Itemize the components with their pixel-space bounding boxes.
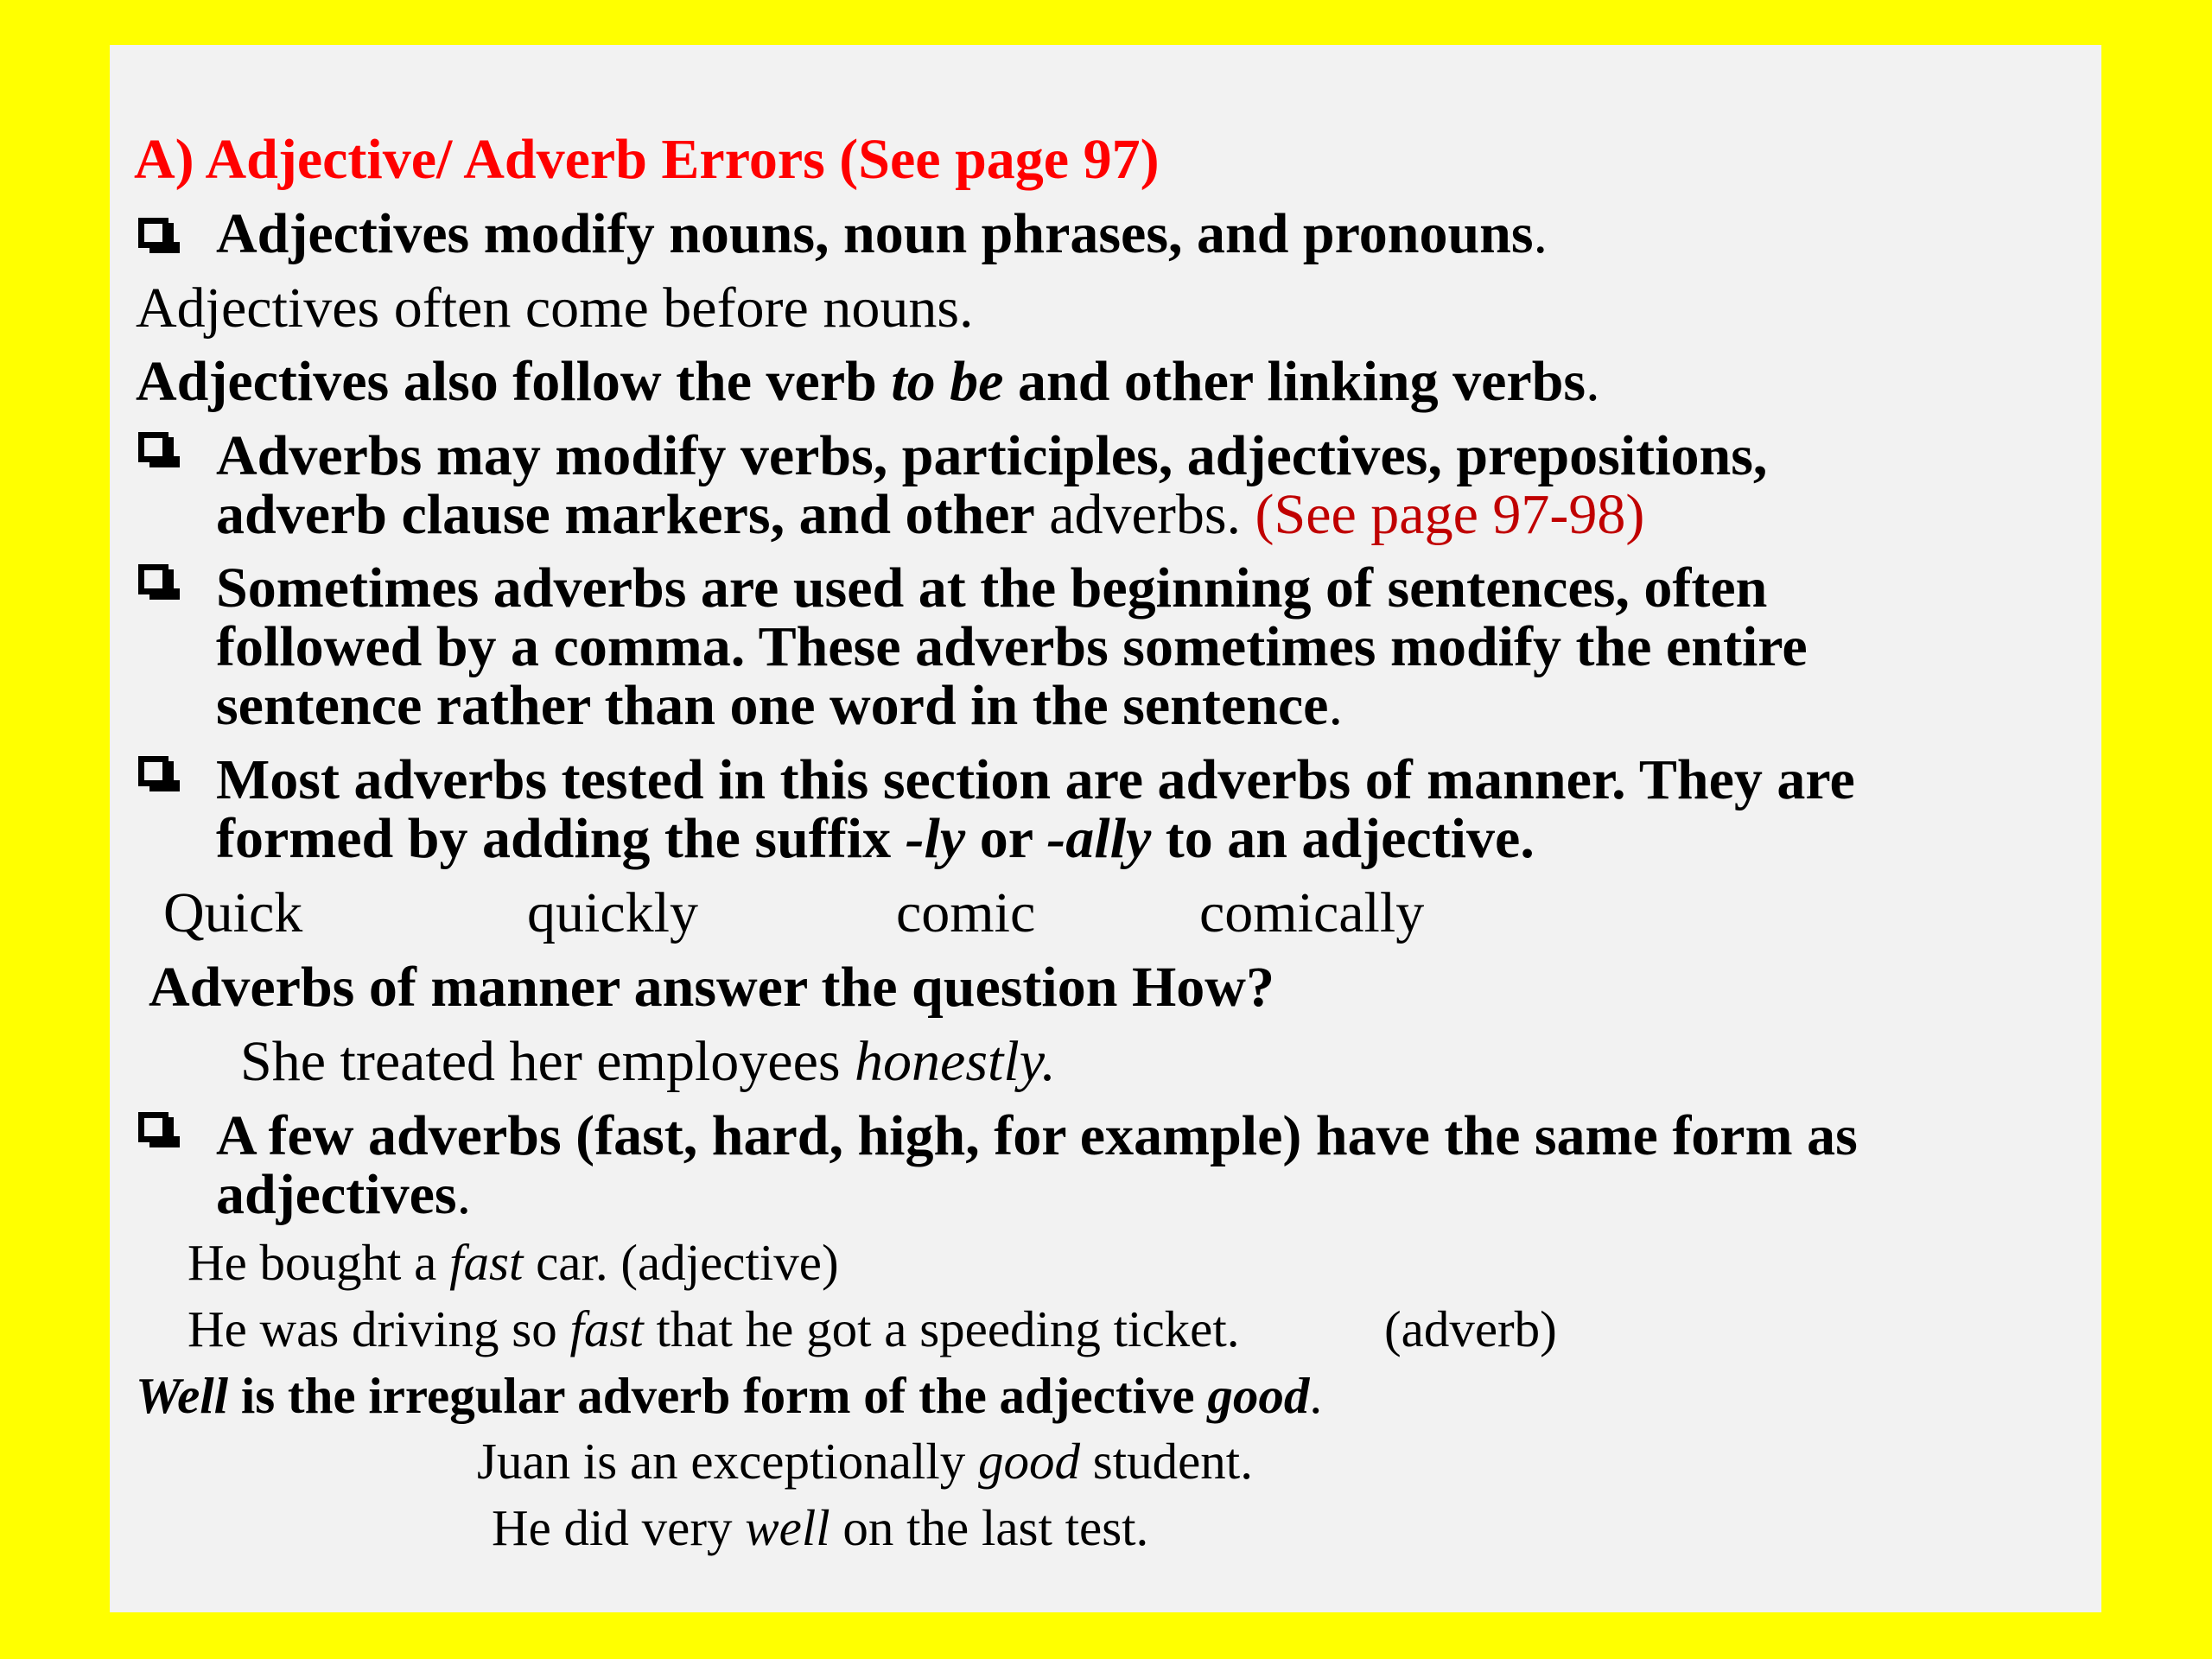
bullet-sometimes-line2: followed by a comma. These adverbs sometimes modify the entire [216,615,1808,678]
text-part: She treated her employees [240,1030,855,1093]
example-word-quick: Quick [163,881,303,944]
bullet-adverbs-modify-line1: Adverbs may modify verbs, participles, adjectives, prepositions, [216,424,1768,487]
paragraph-adverbs-of-manner: Adverbs of manner answer the question How? [149,956,1274,1019]
example-honestly [240,1030,1056,1093]
suffix-ally: -ally [1046,807,1152,870]
punctuation: . [1309,1367,1323,1424]
text-emphasis: well [745,1499,830,1556]
punctuation: . [1586,350,1600,413]
text-part: on the last test. [830,1499,1149,1556]
text-part: He was driving so [188,1300,570,1357]
text-part: and other linking verbs [1003,350,1586,413]
bullet-few-adverbs-line2 [216,1163,472,1226]
punctuation: . [1328,674,1343,737]
text-part: Juan is an exceptionally [477,1433,979,1490]
text-part: is the irregular adverb form of the adjective [228,1367,1208,1424]
bullet-few-adverbs-line1: A few adverbs (fast, hard, high, for example) have the same form as [216,1104,1858,1167]
page-reference: (See page 97-98) [1255,483,1645,546]
text-part: car. (adjective) [523,1234,839,1291]
punctuation: . [456,1163,472,1226]
checkbox-bullet-icon [138,432,168,462]
text-part: student. [1080,1433,1253,1490]
slide-heading: A) Adjective/ Adverb Errors (See page 97) [134,128,1160,191]
example-fast-adjective [188,1234,839,1291]
bullet-sometimes-line3 [216,674,1343,737]
checkbox-bullet-icon [138,756,168,786]
text-emphasis: honestly. [855,1030,1056,1093]
text-part: to an adjective. [1151,807,1535,870]
text-emphasis: fast [569,1300,644,1357]
checkbox-bullet-icon [138,218,168,248]
text-emphasis: Well [136,1367,229,1424]
text-part: formed by adding the suffix [216,807,906,870]
example-word-comic: comic [896,881,1036,944]
text-part: adverb clause markers, and other [216,483,1035,546]
text-emphasis: to be [891,350,1004,413]
paragraph-linking-verbs [136,350,1600,413]
text-part: adjectives [216,1163,457,1226]
bullet-most-adverbs-line2 [216,807,1535,870]
text-part: or [965,807,1047,870]
text-part: adverbs. [1034,483,1255,546]
text-part: He did very [492,1499,746,1556]
suffix-ly: -ly [905,807,966,870]
bullet-adverbs-modify-line2 [216,483,1645,546]
example-well-test [492,1499,1149,1556]
text-emphasis: good [978,1433,1081,1490]
bullet-adjectives-modify [216,202,1548,265]
example-word-quickly: quickly [527,881,698,944]
example-adverb-label: (adverb) [1384,1300,1557,1357]
bullet-sometimes-line1: Sometimes adverbs are used at the beginning of sentences, often [216,556,1768,620]
text-emphasis: good [1207,1367,1310,1424]
paragraph-well-good [136,1367,1323,1424]
bullet-text: Adjectives modify nouns, noun phrases, and pronouns [216,202,1534,265]
checkbox-bullet-icon [138,564,168,594]
text-emphasis: fast [449,1234,524,1291]
checkbox-bullet-icon [138,1112,168,1142]
example-fast-adverb [188,1300,1240,1357]
example-word-comically: comically [1199,881,1425,944]
paragraph-adjectives-before-nouns: Adjectives often come before nouns. [136,276,974,340]
text-part: Adjectives also follow the verb [136,350,892,413]
bullet-most-adverbs-line1: Most adverbs tested in this section are adverbs of manner. They are [216,748,1855,811]
text-part: He bought a [188,1234,450,1291]
punctuation: . [1533,202,1548,265]
example-good-student [477,1433,1253,1490]
text-part: sentence rather than one word in the sentence [216,674,1329,737]
text-part: that he got a speeding ticket. [643,1300,1240,1357]
